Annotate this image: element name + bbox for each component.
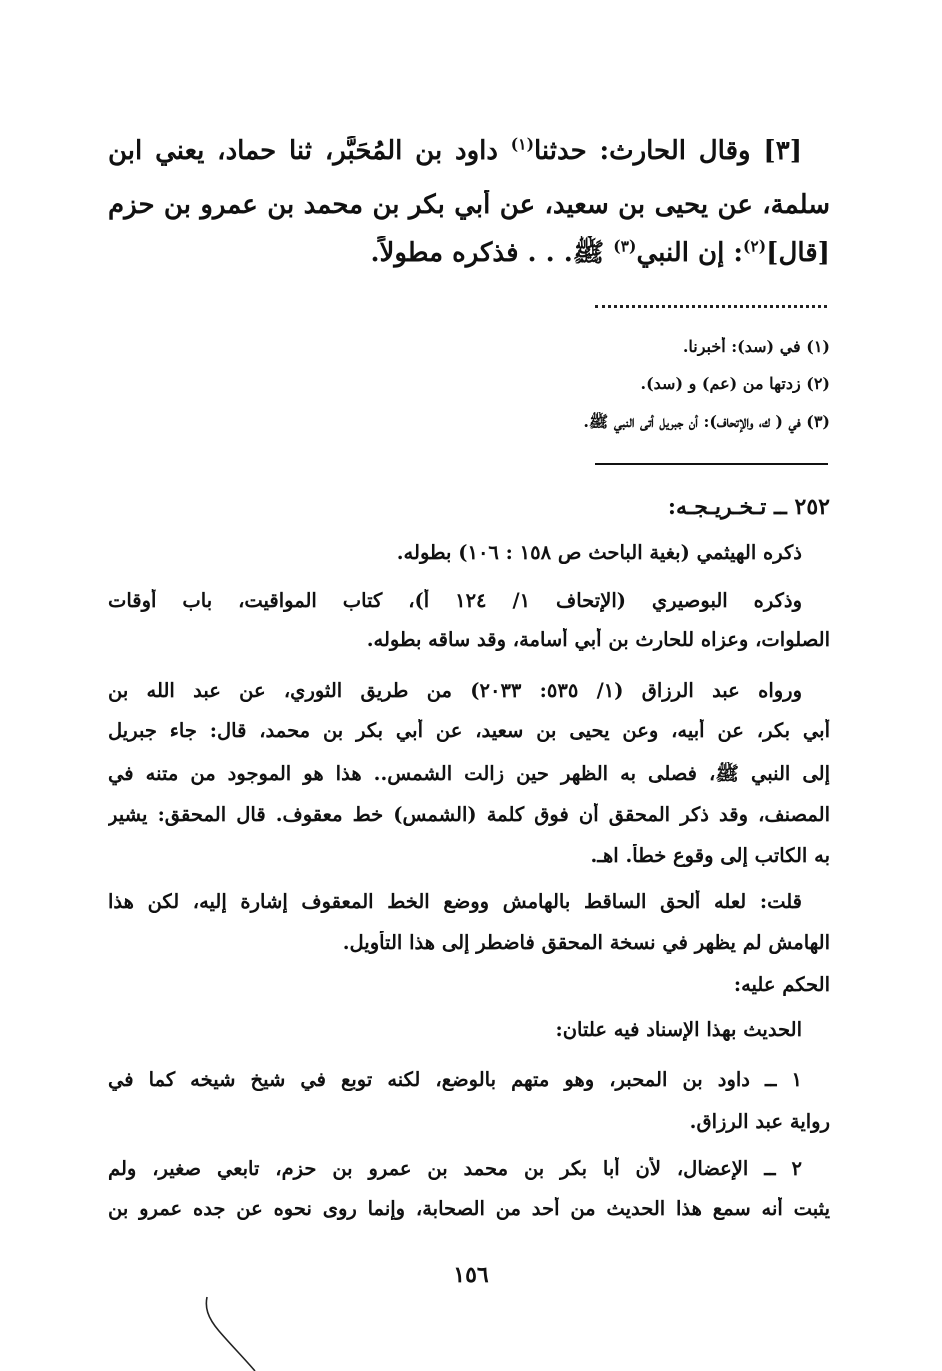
takhrij-line: المصنف، وقد ذكر المحقق أن فوق كلمة (الشمس) خط معقوف. قال المحقق: يشير <box>108 803 830 826</box>
footnote-2: (٢) زدتها من (عم) و (سد). <box>640 374 830 393</box>
footnote-ref-2: (٢) <box>742 236 767 256</box>
takhrij-line: به الكاتب إلى وقوع خطأ. اهـ. <box>590 844 830 867</box>
pen-scratch-mark <box>195 1295 265 1371</box>
hukm-line: الحديث بهذا الإسناد فيه علتان: <box>555 1018 802 1041</box>
footnote-separator <box>595 305 827 310</box>
takhrij-line: ورواه عبد الرزاق (١/ ٥٣٥: ٢٠٣٣) من طريق الثوري، عن عبد الله بن <box>108 679 802 702</box>
hadith-line-1-a: [٣] وقال الحارث: حدثنا <box>533 136 802 166</box>
hadith-line-1-b: داود بن المُحَبَّر، ثنا حماد، يعني ابن <box>108 136 511 166</box>
section-rule <box>595 463 828 465</box>
footnote-1: (١) في (سد): أخبرنا. <box>682 337 830 356</box>
hukm-line: يثبت أنه سمع هذا الحديث من أحد من الصحابة، وإنما روى نحوه عن جده عمرو بن <box>108 1197 830 1220</box>
takhrij-line: قلت: لعله ألحق الساقط بالهامش ووضع الخط المعقوف إشارة إليه، لكن هذا <box>108 890 802 913</box>
hukm-line: ٢ ــ الإعضال، لأن أبا بكر بن محمد بن عمرو بن حزم، تابعي صغير، ولم <box>108 1157 802 1180</box>
hukm-line: رواية عبد الرزاق. <box>689 1110 830 1133</box>
footnote-ref-3: (٣) <box>613 236 637 256</box>
hadith-line-1 <box>108 136 830 166</box>
hadith-line-2: سلمة، عن يحيى بن سعيد، عن أبي بكر بن محمد بن عمرو بن حزم <box>108 190 830 220</box>
takhrij-line: وذكره البوصيري (الإتحاف ١/ ١٢٤ أ)، كتاب المواقيت، باب أوقات <box>108 589 802 612</box>
footnote-3: (٣) في ( ك، والإتحاف): أن جبريل أتى النبي ﷺ. <box>583 412 830 431</box>
hadith-line-3 <box>108 236 830 274</box>
takhrij-line: إلى النبي ﷺ، فصلى به الظهر حين زالت الشمس.. هذا هو الموجود من متنه في <box>108 762 830 785</box>
page-number: ١٥٦ <box>453 1262 489 1288</box>
footnote-ref-1: (١) <box>510 136 534 154</box>
hadith-line-3-a: [قال] <box>766 238 830 268</box>
hukm-heading: الحكم عليه: <box>733 973 830 996</box>
takhrij-line: الصلوات، وعزاه للحارث بن أبي أسامة، وقد ساقه بطوله. <box>366 628 830 651</box>
hadith-line-3-c: ﷺ. . . فذكره مطولاً. <box>370 238 614 268</box>
takhrij-heading: ٢٥٢ ــ تـخـريـجـه: <box>667 494 830 520</box>
takhrij-line: الهامش لم يظهر في نسخة المحقق فاضطر إلى هذا التأويل. <box>342 931 830 954</box>
hukm-line: ١ ــ داود بن المحبر، وهو متهم بالوضع، لكنه توبع في شيخ شيخه كما في <box>108 1068 802 1091</box>
takhrij-line: أبي بكر، عن أبيه، وعن يحيى بن سعيد، عن أبي بكر بن محمد، قال: جاء جبريل <box>108 719 830 742</box>
hadith-line-3-b: : إن النبي <box>636 238 743 268</box>
takhrij-line: ذكره الهيثمي (بغية الباحث ص ١٥٨ : ١٠٦) بطوله. <box>396 541 802 564</box>
